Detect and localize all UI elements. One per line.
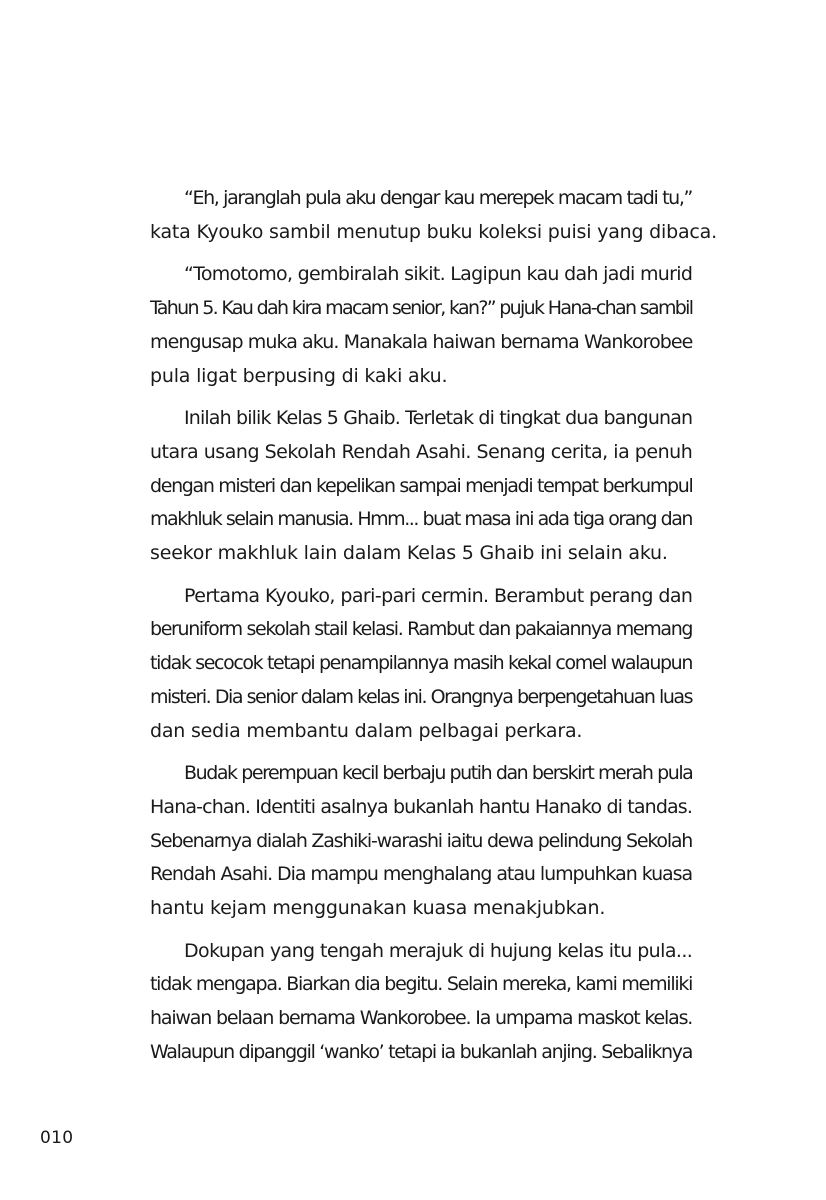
- text-line: Inilah bilik Kelas 5 Ghaib. Terletak di tingkat dua bangunan: [184, 407, 693, 430]
- text-line: Sebenarnya dialah Zashiki-warashi iaitu dewa pelindung Sekolah: [150, 829, 693, 852]
- text-line: mengusap muka aku. Manakala haiwan bernama Wankorobee: [150, 330, 693, 353]
- page-number: 010: [40, 1128, 74, 1148]
- text-line: Dokupan yang tengah merajuk di hujung kelas itu pula...: [184, 939, 693, 962]
- paragraph: [116, 402, 692, 571]
- text-line: kata Kyouko sambil menutup buku koleksi puisi yang dibaca.: [150, 220, 717, 243]
- text-line: tidak secocok tetapi penampilannya masih kekal comel walaupun: [150, 652, 692, 675]
- text-line: Rendah Asahi. Dia mampu menghalang atau lumpuhkan kuasa: [150, 863, 693, 886]
- paragraph: [116, 258, 692, 393]
- paragraph: [116, 580, 692, 749]
- paragraph: [116, 182, 717, 249]
- text-line: dengan misteri dan kepelikan sampai menjadi tempat berkumpul: [150, 474, 693, 497]
- text-line: pula ligat berpusing di kaki aku.: [150, 364, 448, 387]
- body-text: [116, 182, 717, 1070]
- text-line: “Tomotomo, gembiralah sikit. Lagipun kau dah jadi murid: [184, 263, 693, 286]
- text-line: Hana-chan. Identiti asalnya bukanlah hantu Hanako di tandas.: [150, 795, 692, 818]
- text-line: utara usang Sekolah Rendah Asahi. Senang cerita, ia penuh: [150, 440, 693, 463]
- text-line: Walaupun dipanggil ‘wanko’ tetapi ia bukanlah anjing. Sebaliknya: [150, 1040, 693, 1063]
- text-line: “Eh, jaranglah pula aku dengar kau merepek macam tadi tu,”: [184, 187, 692, 209]
- text-line: misteri. Dia senior dalam kelas ini. Orangnya berpengetahuan luas: [150, 685, 693, 708]
- text-line: tidak mengapa. Biarkan dia begitu. Selain mereka, kami memiliki: [150, 973, 693, 996]
- text-line: seekor makhluk lain dalam Kelas 5 Ghaib ini selain aku.: [150, 542, 668, 565]
- text-line: Budak perempuan kecil berbaju putih dan berskirt merah pula: [184, 762, 693, 785]
- paragraph: [116, 935, 692, 1070]
- text-line: beruniform sekolah stail kelasi. Rambut dan pakaiannya memang: [150, 618, 693, 641]
- text-line: Tahun 5. Kau dah kira macam senior, kan?” pujuk Hana-chan sambil: [150, 297, 693, 320]
- text-line: hantu kejam menggunakan kuasa menakjubkan.: [150, 897, 606, 920]
- text-line: haiwan belaan bernama Wankorobee. Ia umpama maskot kelas.: [150, 1007, 693, 1030]
- text-line: Pertama Kyouko, pari-pari cermin. Berambut perang dan: [184, 584, 693, 607]
- text-line: dan sedia membantu dalam pelbagai perkara.: [150, 719, 583, 742]
- paragraph: [116, 757, 692, 926]
- text-line: makhluk selain manusia. Hmm... buat masa ini ada tiga orang dan: [150, 508, 692, 531]
